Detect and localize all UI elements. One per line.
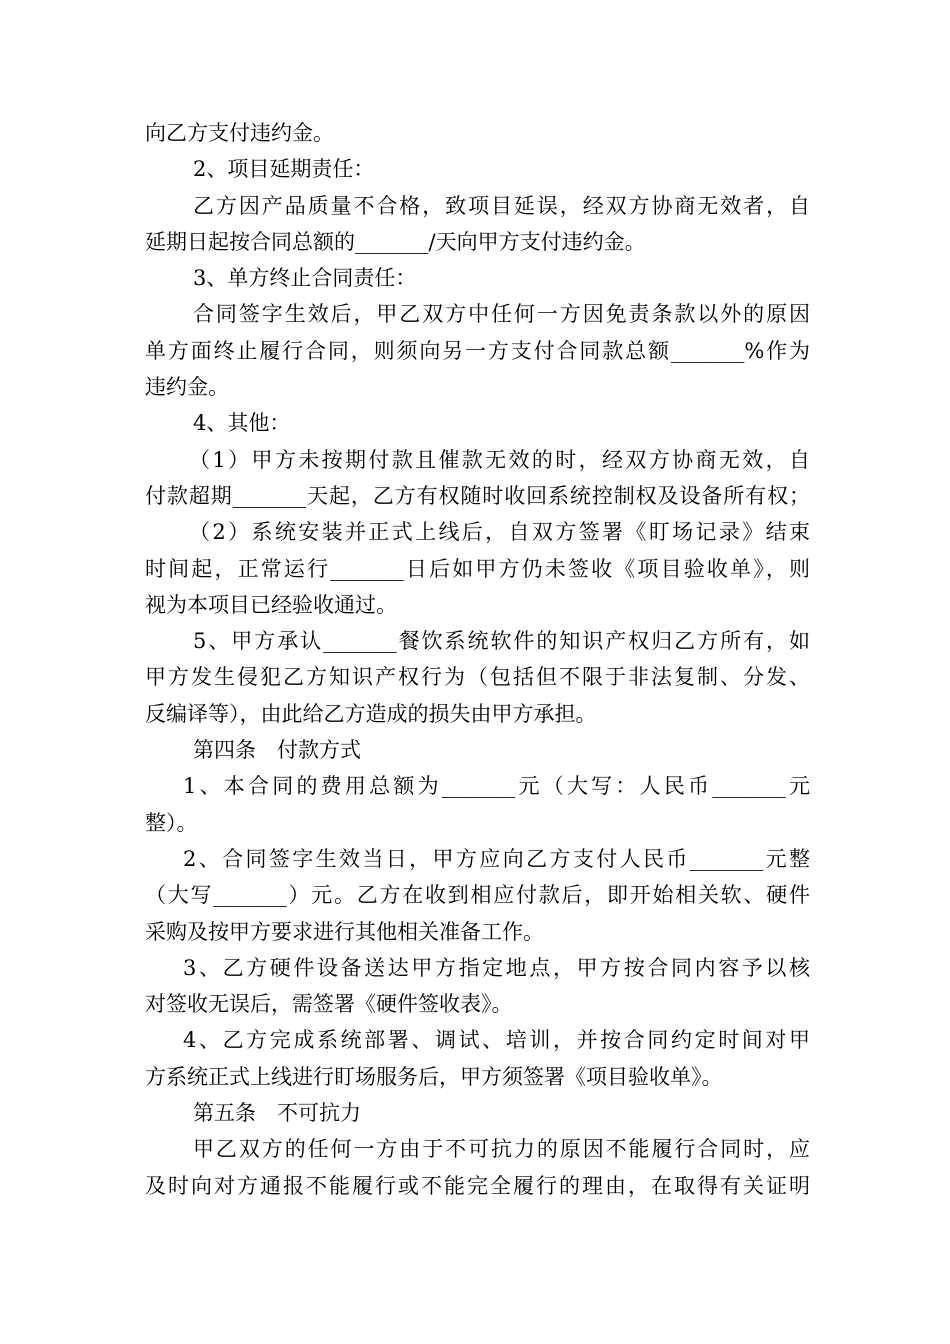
section-heading: 第五条 不可抗力 bbox=[193, 1101, 361, 1126]
text-line: 付款超期_______天起，乙方有权随时收回系统控制权及设备所有权； bbox=[145, 483, 810, 508]
text-line: （1）甲方未按期付款且催款无效的时，经双方协商无效，自 bbox=[189, 447, 810, 472]
text-line: （2）系统安装并正式上线后，自双方签署《盯场记录》结束 bbox=[189, 520, 810, 545]
section-heading: 第四条 付款方式 bbox=[193, 738, 361, 763]
text-line: 甲方发生侵犯乙方知识产权行为（包括但不限于非法复制、分发、 bbox=[145, 665, 810, 690]
text-line: 5、甲方承认_______餐饮系统软件的知识产权归乙方所有，如 bbox=[193, 629, 810, 654]
text-line: 方系统正式上线进行盯场服务后，甲方须签署《项目验收单》。 bbox=[145, 1064, 723, 1089]
contract-text bbox=[145, 115, 810, 1204]
text-line: 甲乙双方的任何一方由于不可抗力的原因不能履行合同时，应 bbox=[193, 1137, 810, 1162]
text-line: 违约金。 bbox=[145, 375, 229, 400]
text-line: 乙方因产品质量不合格，致项目延误，经双方协商无效者，自 bbox=[193, 193, 810, 218]
text-line: 时间起，正常运行_______日后如甲方仍未签收《项目验收单》，则 bbox=[145, 556, 810, 581]
text-line: 4、乙方完成系统部署、调试、培训，并按合同约定时间对甲 bbox=[183, 1028, 810, 1053]
text-line: 合同签字生效后，甲乙双方中任何一方因免责条款以外的原因 bbox=[193, 302, 810, 327]
text-line: 3、单方终止合同责任： bbox=[193, 266, 417, 291]
text-line: 对签收无误后，需签署《硬件签收表》。 bbox=[145, 992, 513, 1017]
text-line: 延期日起按合同总额的_______/天向甲方支付违约金。 bbox=[145, 229, 646, 254]
text-line: 单方面终止履行合同，则须向另一方支付合同款总额_______%作为 bbox=[145, 338, 810, 363]
text-line: 采购及按甲方要求进行其他相关准备工作。 bbox=[145, 919, 544, 944]
text-line: 向乙方支付违约金。 bbox=[145, 121, 334, 145]
text-line: 反编译等），由此给乙方造成的损失由甲方承担。 bbox=[145, 701, 597, 726]
text-line: 1、本合同的费用总额为_______元（大写：人民币_______元 bbox=[183, 774, 810, 799]
text-line: 3、乙方硬件设备送达甲方指定地点，甲方按合同内容予以核 bbox=[183, 955, 810, 980]
text-line: 2、合同签字生效当日，甲方应向乙方支付人民币_______元整 bbox=[183, 846, 810, 871]
text-line: 及时向对方通报不能履行或不能完全履行的理由，在取得有关证明 bbox=[145, 1173, 810, 1198]
text-line: 视为本项目已经验收通过。 bbox=[145, 592, 397, 617]
text-line: 4、其他： bbox=[193, 411, 291, 436]
text-line: 2、项目延期责任： bbox=[193, 157, 375, 182]
text-line: （大写_______）元。乙方在收到相应付款后，即开始相关软、硬件 bbox=[145, 883, 810, 908]
text-line: 整）。 bbox=[145, 810, 198, 835]
